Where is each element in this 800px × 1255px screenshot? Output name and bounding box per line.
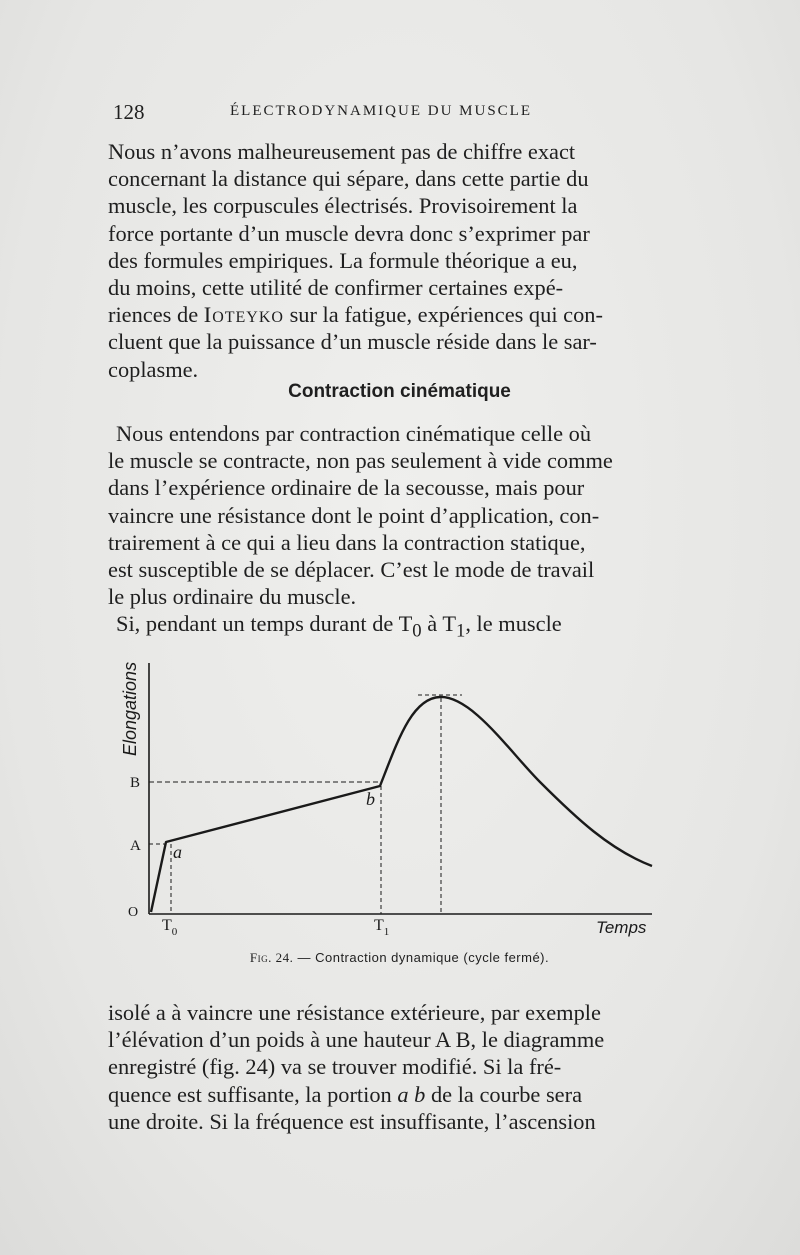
p3-t1-sub: 1 [456,620,466,642]
paragraph-line [108,1081,691,1108]
paragraph-4 [108,999,691,1135]
paragraph-line: des formules empiriques. La formule théorique a eu, [108,247,578,273]
paragraph-line: le plus ordinaire du muscle. [108,584,357,610]
caption-fig-label: Fig. 24. [249,950,294,965]
paragraph-line: isolé a à vaincre une résistance extérieure, par exemple [108,1000,601,1025]
page-number: 128 [113,100,145,124]
author-name: Ioteyko [203,302,284,328]
line-start: riences de [108,302,199,328]
paragraph-line: est susceptible de se déplacer. C’est le mode de travail [108,557,595,583]
p3-t0-sub: 0 [412,620,422,642]
label-T0-main: T [162,917,172,934]
figure-caption [108,950,691,966]
p3-middle: à [427,611,438,637]
x-axis-label: Temps [596,918,647,937]
line-end: de la courbe sera [430,1081,583,1107]
paragraph-line: Nous n’avons malheureusement pas de chiffre exact [108,139,576,164]
label-B: B [130,775,141,791]
emph-ab: a b [397,1081,426,1107]
paragraph-line: enregistré (fig. 24) va se trouver modifié. Si la fré- [108,1054,562,1080]
paragraph-1 [108,138,691,383]
line-start: quence est suffisante, la portion [108,1081,392,1107]
paragraph-3 [108,610,691,645]
paragraph-line: une droite. Si la fréquence est insuffisante, l’ascension [108,1108,596,1134]
label-T1-sub: 1 [383,926,390,938]
y-axis-label: Elongations [120,661,140,756]
p3-end: , le muscle [465,611,562,637]
paragraph-line: vaincre une résistance dont le point d’application, con- [108,502,600,528]
label-T0-sub: 0 [171,926,178,938]
paragraph-line: du moins, cette utilité de confirmer certaines expé- [108,275,564,301]
contraction-diagram [100,660,670,950]
label-T1-main: T [374,917,384,934]
paragraph-line: le muscle se contracte, non pas seulement à vide comme [108,448,613,474]
paragraph-line: cluent que la puissance d’un muscle réside dans le sar- [108,329,597,355]
paragraph-line: l’élévation d’un poids à une hauteur A B, le diagramme [108,1027,605,1053]
paragraph-2 [108,420,691,645]
paragraph-line: dans l’expérience ordinaire de la secousse, mais pour [108,475,585,501]
caption-text: Contraction dynamique (cycle fermé). [315,950,550,965]
label-T0 [162,917,178,938]
label-O: O [128,905,139,920]
paragraph-line: muscle, les corpuscules électrisés. Provisoirement la [108,193,578,219]
paragraph-line: force portante d’un muscle devra donc s’exprimer par [108,220,590,246]
contraction-curve [151,697,652,912]
paragraph-line: concernant la distance qui sépare, dans cette partie du [108,166,589,192]
paragraph-line [108,301,691,328]
p3-t1: T [442,611,457,637]
paragraph-line: trairement à ce qui a lieu dans la contraction statique, [108,529,586,555]
label-a: a [173,842,182,862]
label-b: b [366,789,375,809]
page-header [113,100,693,126]
line-end: sur la fatigue, expériences qui con- [289,302,603,328]
p3-start: Si, pendant un temps durant de [116,611,394,637]
label-T1 [374,917,389,938]
label-A: A [130,838,141,854]
paragraph-line: Nous entendons par contraction cinématique celle où [116,421,592,446]
figure-24 [100,660,670,950]
diagram-labels [120,662,647,938]
section-title: Contraction cinématique [288,381,511,402]
running-head: ÉLECTRODYNAMIQUE DU MUSCLE [230,103,532,119]
caption-dash: — [297,950,311,965]
paragraph-line: coplasme. [108,356,199,382]
p3-t0: T [398,611,413,637]
diagram-strokes [149,663,652,914]
